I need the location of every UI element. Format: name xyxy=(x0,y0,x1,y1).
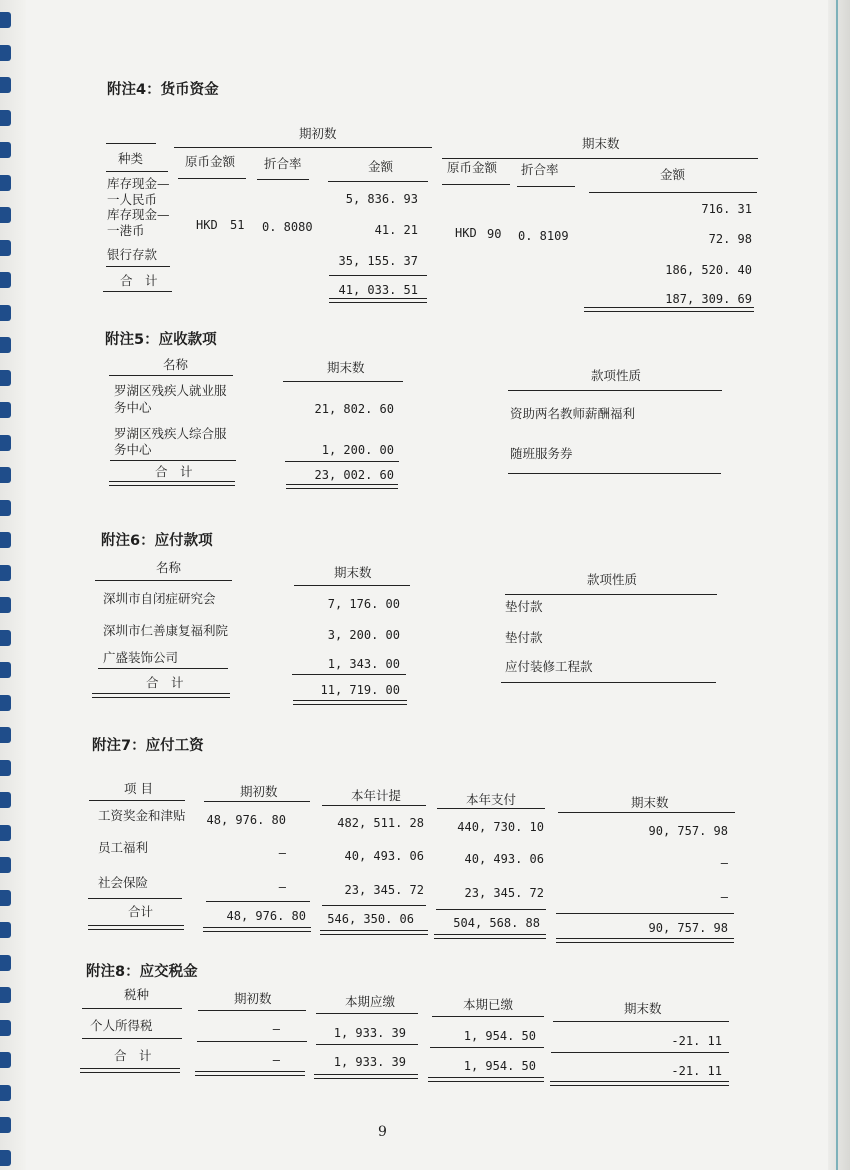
note6-row2-nature: 垫付款 xyxy=(505,630,543,645)
note6-row1-closing: 7, 176. 00 xyxy=(327,597,400,611)
note6-row1-name: 深圳市自闭症研究会 xyxy=(103,591,216,606)
binding-ring xyxy=(0,12,11,28)
note5-total-double-line-2 xyxy=(286,484,398,489)
note7-total-closing: 90, 757. 98 xyxy=(648,921,728,935)
note4-row3-open-amount: 35, 155. 37 xyxy=(338,254,418,268)
note4-open-sum-line xyxy=(329,275,427,276)
note8-row1-line-3 xyxy=(316,1044,418,1045)
note4-category-header: 种类 xyxy=(118,151,144,166)
note4-row3-line xyxy=(106,266,170,267)
note7-row3-line-1 xyxy=(88,898,182,899)
note7-paid-header: 本年支付 xyxy=(466,792,517,807)
note4-hdr-line-2 xyxy=(178,178,246,179)
binding-ring xyxy=(0,500,11,516)
note8-total-double-line-5 xyxy=(550,1081,729,1086)
note4-open-rate-header: 折合率 xyxy=(264,156,302,171)
note5-nature-header: 款项性质 xyxy=(591,368,642,383)
note8-row1-type: 个人所得税 xyxy=(90,1018,153,1033)
note6-name-header: 名称 xyxy=(156,560,182,575)
note8-total-double-line-3 xyxy=(314,1074,418,1079)
binding-ring xyxy=(0,240,11,256)
note8-hdr-line-4 xyxy=(432,1016,544,1017)
note8-row1-line-4 xyxy=(430,1047,544,1048)
binding-ring xyxy=(0,792,11,808)
note7-total-double-line-1 xyxy=(88,925,184,930)
note7-hdr-line-1 xyxy=(89,800,185,801)
note5-row1-nature: 资助两名教师薪酬福利 xyxy=(510,406,636,421)
binding-ring xyxy=(0,467,11,483)
note6-hdr-line-2 xyxy=(294,585,410,586)
note5-hdr-line-2 xyxy=(283,381,403,382)
note7-row2-opening: – xyxy=(278,846,286,860)
note7-row3-line-4 xyxy=(436,909,546,910)
note4-title: 附注4：货币资金 xyxy=(107,82,219,98)
note5-name-header: 名称 xyxy=(163,357,189,372)
note7-total-paid: 504, 568. 88 xyxy=(453,916,540,930)
note7-title: 附注7：应付工资 xyxy=(92,738,204,754)
note6-row2-name: 深圳市仁善康复福利院 xyxy=(103,623,229,638)
note5-hdr-line-1 xyxy=(109,375,233,376)
binding-ring xyxy=(0,370,11,386)
binding-ring xyxy=(0,727,11,743)
binding-ring xyxy=(0,305,11,321)
binding-ring xyxy=(0,662,11,678)
binding-ring xyxy=(0,207,11,223)
binding-ring xyxy=(0,760,11,776)
note7-row2-closing: – xyxy=(720,856,728,870)
note5-row2-name2: 务中心 xyxy=(114,442,152,457)
binding-ring xyxy=(0,955,11,971)
binding-ring xyxy=(0,110,11,126)
note4-open-amount-header: 金额 xyxy=(368,159,394,174)
binding-ring xyxy=(0,565,11,581)
note6-hdr-line-3 xyxy=(505,594,717,595)
page-edge-line xyxy=(836,0,838,1170)
note7-row3-item: 社会保险 xyxy=(98,875,149,890)
note8-total-double-line-2 xyxy=(195,1071,305,1076)
note7-row2-accrued: 40, 493. 06 xyxy=(344,849,424,863)
note7-accrued-header: 本年计提 xyxy=(351,788,402,803)
note8-total-double-line-1 xyxy=(80,1068,180,1073)
note5-total-closing: 23, 002. 60 xyxy=(314,468,394,482)
note7-row2-paid: 40, 493. 06 xyxy=(464,852,544,866)
note8-row1-payable: 1, 933. 39 xyxy=(333,1026,406,1040)
note6-sum-line xyxy=(292,674,406,675)
note4-total-open-amount: 41, 033. 51 xyxy=(338,283,418,297)
note8-total-payable: 1, 933. 39 xyxy=(333,1055,406,1069)
note5-row1-name: 罗湖区残疾人就业服 xyxy=(114,383,227,398)
note7-hdr-line-5 xyxy=(558,812,735,813)
binding-ring xyxy=(0,1020,11,1036)
note4-open-orig-header: 原币金额 xyxy=(185,154,236,169)
note8-total-label: 合 计 xyxy=(114,1048,152,1063)
binding-ring xyxy=(0,45,11,61)
note6-total-closing: 11, 719. 00 xyxy=(320,683,400,697)
note7-row3-opening: – xyxy=(278,880,286,894)
note4-row2-close-rate: 0. 8109 xyxy=(518,229,569,243)
note6-total-double-line-1 xyxy=(92,693,230,698)
note4-row3-name: 银行存款 xyxy=(107,247,158,262)
note8-row1-paid: 1, 954. 50 xyxy=(463,1029,536,1043)
note7-row2-item: 员工福利 xyxy=(98,840,149,855)
note4-hdr-line-1 xyxy=(106,171,168,172)
note4-row2-close-amount: 72. 98 xyxy=(708,232,752,246)
binding-ring xyxy=(0,1052,11,1068)
note4-row2-name: 库存现金— xyxy=(107,207,170,222)
note4-close-double-line xyxy=(584,307,754,312)
note5-total-double-line-1 xyxy=(109,481,235,486)
note7-opening-header: 期初数 xyxy=(240,784,278,799)
note4-row2-open-orig: 51 xyxy=(230,218,245,232)
note4-total-label: 合 计 xyxy=(120,273,158,288)
note6-row3-nature: 应付装修工程款 xyxy=(505,659,593,674)
binding-ring xyxy=(0,890,11,906)
binding-ring xyxy=(0,142,11,158)
note8-hdr-line-1 xyxy=(82,1008,182,1009)
note7-row3-line-3 xyxy=(322,905,426,906)
note5-sum-line xyxy=(285,461,399,462)
note8-hdr-line-2 xyxy=(198,1010,306,1011)
note6-closing-header: 期末数 xyxy=(334,565,372,580)
note6-row2-closing: 3, 200. 00 xyxy=(327,628,400,642)
note4-row2-close-orig: 90 xyxy=(487,227,502,241)
note4-opening-underline xyxy=(174,147,432,148)
note4-row3-close-amount: 186, 520. 40 xyxy=(665,263,752,277)
note4-row1-close-amount: 716. 31 xyxy=(701,202,752,216)
note8-row1-line-5 xyxy=(551,1052,729,1053)
note6-row3-name: 广盛装饰公司 xyxy=(103,650,179,665)
binding-ring xyxy=(0,825,11,841)
note4-row2-open-currency: HKD xyxy=(196,218,218,232)
binding-ring xyxy=(0,922,11,938)
note8-payable-header: 本期应缴 xyxy=(345,994,396,1009)
note4-open-double-line xyxy=(329,298,427,303)
binding-ring xyxy=(0,597,11,613)
note4-hdr-line-7 xyxy=(589,192,757,193)
note6-total-double-line-2 xyxy=(293,700,407,705)
note4-row2-open-rate: 0. 8080 xyxy=(262,220,313,234)
binding-ring xyxy=(0,175,11,191)
note8-hdr-line-5 xyxy=(553,1021,729,1022)
note6-row3-line xyxy=(98,668,228,669)
note4-opening-header: 期初数 xyxy=(299,126,337,141)
note6-row1-nature: 垫付款 xyxy=(505,599,543,614)
note8-type-header: 税种 xyxy=(124,987,150,1002)
binding-ring xyxy=(0,337,11,353)
binding-ring xyxy=(0,1085,11,1101)
binding-ring xyxy=(0,402,11,418)
note8-total-double-line-4 xyxy=(428,1077,544,1082)
page-edge xyxy=(828,0,850,1170)
note4-hdr-line-3 xyxy=(257,179,309,180)
note6-total-label: 合 计 xyxy=(146,675,184,690)
note8-opening-header: 期初数 xyxy=(234,991,272,1006)
note7-hdr-line-3 xyxy=(322,805,426,806)
note7-total-label: 合计 xyxy=(128,904,154,919)
note8-title: 附注8：应交税金 xyxy=(86,964,198,980)
note7-total-opening: 48, 976. 80 xyxy=(226,909,306,923)
note7-row3-paid: 23, 345. 72 xyxy=(464,886,544,900)
note6-nature-line xyxy=(501,682,716,683)
note8-total-paid: 1, 954. 50 xyxy=(463,1059,536,1073)
note7-row1-accrued: 482, 511. 28 xyxy=(337,816,424,830)
note8-row1-line-2 xyxy=(197,1041,307,1042)
note4-total-line xyxy=(103,291,172,292)
note4-row1-name: 库存现金— xyxy=(107,176,170,191)
note7-row1-opening: 48, 976. 80 xyxy=(206,813,286,827)
note4-closing-underline xyxy=(442,158,758,159)
note7-row3-line-5 xyxy=(556,913,734,914)
note4-row2-name2: 一港币 xyxy=(107,223,145,238)
binding-ring xyxy=(0,630,11,646)
note7-row3-line-2 xyxy=(206,901,310,902)
binding-ring xyxy=(0,987,11,1003)
binding-ring xyxy=(0,1150,11,1166)
note7-total-double-line-2 xyxy=(203,927,311,932)
note4-row1-name2: 一人民币 xyxy=(107,192,158,207)
note8-row1-closing: -21. 11 xyxy=(671,1034,722,1048)
note5-hdr-line-3 xyxy=(508,390,722,391)
note8-closing-header: 期末数 xyxy=(624,1001,662,1016)
note7-row1-paid: 440, 730. 10 xyxy=(457,820,544,834)
note7-total-double-line-3 xyxy=(320,930,428,935)
note5-row2-name: 罗湖区残疾人综合服 xyxy=(114,426,227,441)
note5-row2-line xyxy=(110,460,236,461)
binding-ring xyxy=(0,695,11,711)
binding-ring xyxy=(0,435,11,451)
note4-row2-close-currency: HKD xyxy=(455,226,477,240)
note7-row1-item: 工资奖金和津贴 xyxy=(98,808,186,823)
note6-hdr-line-1 xyxy=(95,580,232,581)
note6-row3-closing: 1, 343. 00 xyxy=(327,657,400,671)
note5-row2-nature: 随班服务券 xyxy=(510,446,573,461)
note8-hdr-line-3 xyxy=(316,1013,418,1014)
binding-ring xyxy=(0,532,11,548)
binding-ring xyxy=(0,1117,11,1133)
note8-total-opening: – xyxy=(272,1053,280,1067)
note7-closing-header: 期末数 xyxy=(631,795,669,810)
note7-row1-closing: 90, 757. 98 xyxy=(648,824,728,838)
note5-closing-header: 期末数 xyxy=(327,360,365,375)
note7-total-double-line-4 xyxy=(434,934,546,939)
note4-hdr-line-4 xyxy=(328,181,428,182)
page-number: 9 xyxy=(378,1124,387,1140)
note4-row1-open-amount: 5, 836. 93 xyxy=(345,192,418,206)
note5-total-label: 合 计 xyxy=(155,464,193,479)
binding-ring xyxy=(0,77,11,93)
note8-paid-header: 本期已缴 xyxy=(463,997,514,1012)
note4-row2-open-amount: 41. 21 xyxy=(374,223,418,237)
binding-ring xyxy=(0,857,11,873)
note7-total-double-line-5 xyxy=(556,938,734,943)
note6-nature-header: 款项性质 xyxy=(587,572,638,587)
note8-total-closing: -21. 11 xyxy=(671,1064,722,1078)
note7-total-accrued: 546, 350. 06 xyxy=(327,912,414,926)
note7-item-header: 项 目 xyxy=(124,781,153,796)
note4-hdr-line-5 xyxy=(442,184,510,185)
note8-row1-opening: – xyxy=(272,1022,280,1036)
note5-title: 附注5：应收款项 xyxy=(105,332,217,348)
note5-row1-name2: 务中心 xyxy=(114,400,152,415)
note4-total-close-amount: 187, 309. 69 xyxy=(665,292,752,306)
note7-row3-closing: – xyxy=(720,890,728,904)
note4-rule xyxy=(106,143,156,144)
note4-close-orig-header: 原币金额 xyxy=(447,160,498,175)
note4-close-rate-header: 折合率 xyxy=(521,162,559,177)
note5-row2-closing: 1, 200. 00 xyxy=(321,443,394,457)
binding-ring xyxy=(0,272,11,288)
note4-hdr-line-6 xyxy=(517,186,575,187)
note4-closing-header: 期末数 xyxy=(582,136,620,151)
note6-title: 附注6：应付款项 xyxy=(101,533,213,549)
note5-nature-line xyxy=(508,473,721,474)
note7-hdr-line-2 xyxy=(204,801,310,802)
note7-row3-accrued: 23, 345. 72 xyxy=(344,883,424,897)
note7-hdr-line-4 xyxy=(437,808,545,809)
note8-row1-line-1 xyxy=(82,1038,182,1039)
note4-close-amount-header: 金额 xyxy=(660,167,686,182)
note5-row1-closing: 21, 802. 60 xyxy=(314,402,394,416)
